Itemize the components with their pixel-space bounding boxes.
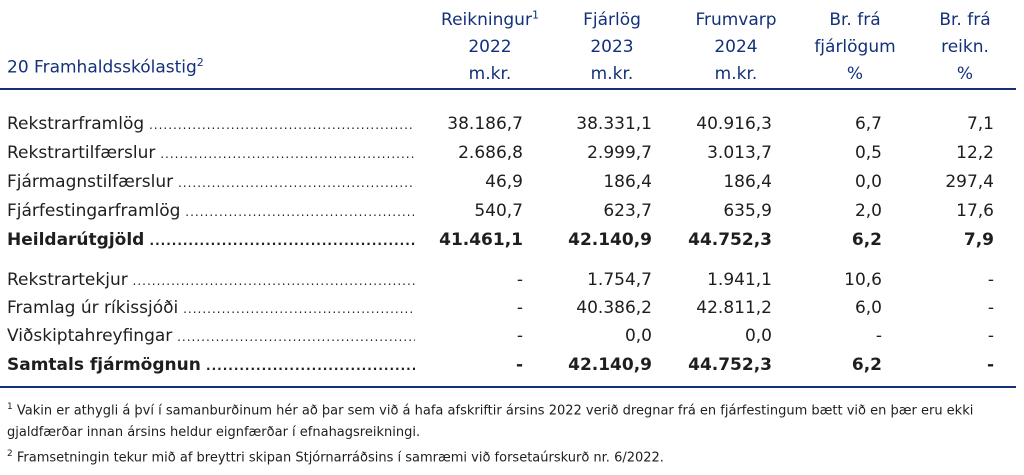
cell-reikningur-2022: - — [515, 355, 523, 375]
table-row — [0, 197, 1024, 226]
footnote-text: Framsetningin tekur mið af breyttri skipan Stjórnarráðsins í samræmi við forsetaúrskurð nr. 6/2022. — [16, 450, 664, 466]
footnote-1 — [7, 396, 1007, 444]
cell-fjarlog-2023: 0,0 — [624, 326, 652, 346]
row-label: Rekstrartilfærslur ..... — [7, 143, 415, 163]
cell-br-reikn: - — [987, 326, 994, 346]
header-rule — [0, 88, 1016, 90]
cell-reikningur-2022: 38.186,7 — [447, 114, 523, 134]
cell-reikningur-2022: 540,7 — [474, 201, 523, 221]
cell-fjarlog-2023: 40.386,2 — [576, 298, 652, 318]
column-header-frumvarp — [680, 7, 792, 88]
column-header-line: Reikningur — [441, 10, 532, 30]
cell-fjarlog-2023: 1.754,7 — [587, 270, 652, 290]
column-header-line: Br. frá — [939, 10, 991, 30]
column-header-line: % — [846, 64, 864, 84]
column-header-line: fjárlögum — [814, 37, 896, 57]
cell-frumvarp-2024: 1.941,1 — [707, 270, 772, 290]
column-header-line: reikn. — [941, 37, 989, 57]
table-row — [0, 294, 1024, 323]
cell-reikningur-2022: - — [516, 326, 523, 346]
table-header — [0, 4, 1024, 86]
footer-rule — [0, 386, 1016, 388]
cell-fjarlog-2023: 42.140,9 — [568, 230, 652, 250]
table-row — [0, 139, 1024, 168]
cell-br-reikn: - — [987, 270, 994, 290]
column-header-line: Frumvarp — [695, 10, 777, 30]
column-header-reikningur — [420, 7, 560, 88]
cell-br-fjarlogum: - — [875, 326, 882, 346]
row-label: Fjárfestingarframlög ..... — [7, 201, 415, 221]
cell-frumvarp-2024: 44.752,3 — [688, 230, 772, 250]
table-row — [0, 322, 1024, 351]
footnote-text: Vakin er athygli á því í samanburðinum hér að þar sem við á hafa afskriftir ársins 2022 verið dregnar frá en fjárfestingum bætt við en þær eru ekki gjaldfærðar innan ársins heldur eignfærðar í efnahagsreikningi. — [7, 403, 974, 441]
cell-br-fjarlogum: 2,0 — [854, 201, 882, 221]
row-label: Viðskiptahreyfingar ..... — [7, 326, 415, 346]
cell-frumvarp-2024: 44.752,3 — [688, 355, 772, 375]
table-row-total — [0, 351, 1024, 380]
table-title — [7, 56, 204, 78]
cell-reikningur-2022: 2.686,8 — [458, 143, 523, 163]
column-header-line: Fjárlög — [583, 10, 641, 30]
row-label: Fjármagnstilfærslur ..... — [7, 172, 415, 192]
table-row — [0, 266, 1024, 295]
column-header-line: m.kr. — [468, 64, 512, 84]
footnote-number: 2 — [7, 449, 13, 459]
cell-reikningur-2022: 41.461,1 — [439, 230, 523, 250]
cell-frumvarp-2024: 186,4 — [723, 172, 772, 192]
footnote-2 — [7, 443, 1007, 469]
table-row — [0, 168, 1024, 197]
cell-fjarlog-2023: 42.140,9 — [568, 355, 652, 375]
column-header-line: 2024 — [714, 37, 758, 57]
column-header-br-reikn — [920, 7, 1010, 88]
cell-fjarlog-2023: 2.999,7 — [587, 143, 652, 163]
column-header-line: m.kr. — [714, 64, 758, 84]
cell-br-fjarlogum: 6,2 — [851, 355, 882, 375]
cell-fjarlog-2023: 186,4 — [603, 172, 652, 192]
cell-frumvarp-2024: 3.013,7 — [707, 143, 772, 163]
title-footnote-ref: 2 — [196, 56, 204, 69]
cell-br-reikn: 17,6 — [956, 201, 994, 221]
cell-br-fjarlogum: 6,7 — [854, 114, 882, 134]
footnote-number: 1 — [7, 402, 13, 412]
column-header-line: % — [956, 64, 974, 84]
table-title-text: 20 Framhaldsskólastig — [7, 57, 197, 78]
cell-br-reikn: 7,1 — [966, 114, 994, 134]
cell-frumvarp-2024: 635,9 — [723, 201, 772, 221]
table-row — [0, 110, 1024, 139]
cell-br-reikn: - — [986, 355, 994, 375]
cell-br-fjarlogum: 0,5 — [854, 143, 882, 163]
column-header-line: Br. frá — [829, 10, 881, 30]
cell-br-reikn: 7,9 — [963, 230, 994, 250]
cell-br-fjarlogum: 6,0 — [854, 298, 882, 318]
cell-fjarlog-2023: 623,7 — [603, 201, 652, 221]
column-header-br-fjarlogum — [800, 7, 910, 88]
row-label: Rekstrarframlög ..... — [7, 114, 415, 134]
cell-frumvarp-2024: 42.811,2 — [696, 298, 772, 318]
row-label: Heildarútgjöld ..... — [7, 230, 415, 250]
column-footnote-ref: 1 — [531, 8, 539, 22]
row-label: Rekstrartekjur ..... — [7, 270, 415, 290]
column-header-line: 2022 — [468, 37, 512, 57]
cell-reikningur-2022: - — [516, 270, 523, 290]
cell-br-fjarlogum: 6,2 — [851, 230, 882, 250]
table-row-total — [0, 226, 1024, 255]
column-header-line: 2023 — [590, 37, 634, 57]
cell-reikningur-2022: - — [516, 298, 523, 318]
row-label: Samtals fjármögnun ..... — [7, 355, 415, 375]
row-label: Framlag úr ríkissjóði ..... — [7, 298, 415, 318]
cell-reikningur-2022: 46,9 — [485, 172, 523, 192]
cell-br-fjarlogum: 0,0 — [854, 172, 882, 192]
cell-frumvarp-2024: 0,0 — [744, 326, 772, 346]
cell-br-fjarlogum: 10,6 — [844, 270, 882, 290]
cell-br-reikn: 12,2 — [956, 143, 994, 163]
cell-br-reikn: - — [987, 298, 994, 318]
cell-frumvarp-2024: 40.916,3 — [696, 114, 772, 134]
cell-br-reikn: 297,4 — [945, 172, 994, 192]
column-header-fjarlog — [558, 7, 666, 88]
column-header-line: m.kr. — [590, 64, 634, 84]
cell-fjarlog-2023: 38.331,1 — [576, 114, 652, 134]
